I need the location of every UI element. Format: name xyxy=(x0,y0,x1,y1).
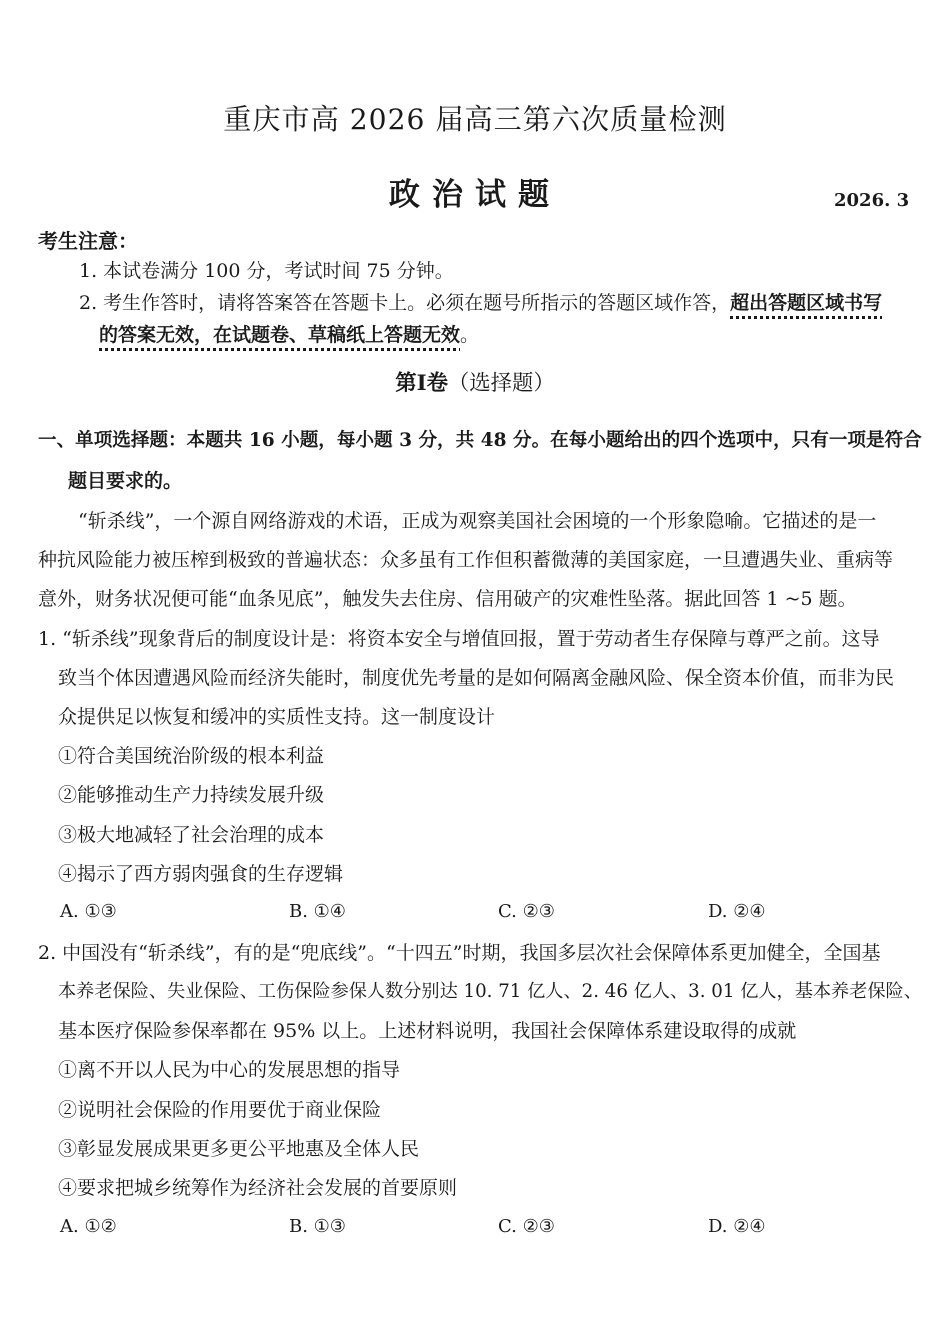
section-heading: 一、单项选择题：本题共 16 小题，每小题 3 分，共 48 分。在每小题给出的四个选项中，只有一项是符合 xyxy=(38,430,922,451)
exam-title: 重庆市高 2026 届高三第六次质量检测 xyxy=(223,103,727,136)
question-1-choice-a: A. ①③ xyxy=(60,901,117,922)
notice-heading: 考生注意： xyxy=(38,229,138,253)
subject-title: 政治试题 xyxy=(388,177,562,213)
question-1-stem-line-2: 致当个体因遭遇风险而经济失能时，制度优先考量的是如何隔离金融风险、保全资本价值，而非为民 xyxy=(58,667,895,689)
question-1-option-2: ②能够推动生产力持续发展升级 xyxy=(58,784,325,806)
notice-item-2 xyxy=(79,289,882,317)
question-2-stem-line-2: 本养老保险、失业保险、工伤保险参保人数分别达 10. 71 亿人、2. 46 亿人、3. 01 亿人，基本养老保险、 xyxy=(58,981,922,1002)
question-2-stem-line-1: 2. 中国没有“斩杀线”，有的是“兜底线”。“十四五”时期，我国多层次社会保障体系更加健全，全国基 xyxy=(38,942,881,964)
question-2-option-3: ③彰显发展成果更多更公平地惠及全体人民 xyxy=(58,1138,420,1160)
material-line-2: 种抗风险能力被压榨到极致的普遍状态：众多虽有工作但积蓄微薄的美国家庭，一旦遭遇失业、重病等 xyxy=(38,549,894,571)
question-2-choice-a: A. ①② xyxy=(60,1216,117,1237)
material-line-3: 意外，财务状况便可能“血条见底”，触发失去住房、信用破产的灾难性坠落。据此回答 1 ~5 题。 xyxy=(38,588,857,610)
notice-item-1: 1. 本试卷满分 100 分，考试时间 75 分钟。 xyxy=(79,260,454,282)
material-line-1: “斩杀线”，一个源自网络游戏的术语，正成为观察美国社会困境的一个形象隐喻。它描述的是一 xyxy=(78,510,877,532)
question-2-stem-line-3: 基本医疗保险参保率都在 95% 以上。上述材料说明，我国社会保障体系建设取得的成就 xyxy=(58,1020,797,1042)
exam-date: 2026. 3 xyxy=(834,190,910,211)
question-1-choice-b: B. ①④ xyxy=(289,901,346,922)
question-1-stem-line-1: 1. “斩杀线”现象背后的制度设计是：将资本安全与增值回报，置于劳动者生存保障与尊严之前。这导 xyxy=(38,628,880,650)
question-2-option-4: ④要求把城乡统筹作为经济社会发展的首要原则 xyxy=(58,1177,458,1199)
question-2-option-2: ②说明社会保险的作用要优于商业保险 xyxy=(58,1099,382,1121)
volume-title xyxy=(0,368,950,400)
notice-item-2-cont xyxy=(99,321,479,349)
notice-emphasis-a: 超出答题区域书写 xyxy=(730,292,883,314)
notice-item-2-text: 2. 考生作答时，请将答案答在答题卡上。必须在题号所指示的答题区域作答， xyxy=(79,292,731,314)
question-1-choice-d: D. ②④ xyxy=(708,901,766,922)
notice-emphasis-b: 的答案无效，在试题卷、草稿纸上答题无效 xyxy=(99,324,461,346)
question-1-option-4: ④揭示了西方弱肉强食的生存逻辑 xyxy=(58,863,344,885)
question-2-choice-c: C. ②③ xyxy=(498,1216,555,1237)
question-1-choice-c: C. ②③ xyxy=(498,901,555,922)
question-1-option-3: ③极大地减轻了社会治理的成本 xyxy=(58,824,325,846)
notice-item-2-end: 。 xyxy=(460,324,480,346)
question-2-option-1: ①离不开以人民为中心的发展思想的指导 xyxy=(58,1059,401,1081)
question-2-choice-b: B. ①③ xyxy=(289,1216,346,1237)
volume-subtitle: （选择题） xyxy=(447,371,555,396)
question-1-stem-line-3: 众提供足以恢复和缓冲的实质性支持。这一制度设计 xyxy=(58,706,496,728)
question-1-option-1: ①符合美国统治阶级的根本利益 xyxy=(58,745,325,767)
volume-title-main: 第Ⅰ卷 xyxy=(395,371,448,396)
section-heading-cont: 题目要求的。 xyxy=(68,470,183,492)
question-2-choice-d: D. ②④ xyxy=(708,1216,766,1237)
